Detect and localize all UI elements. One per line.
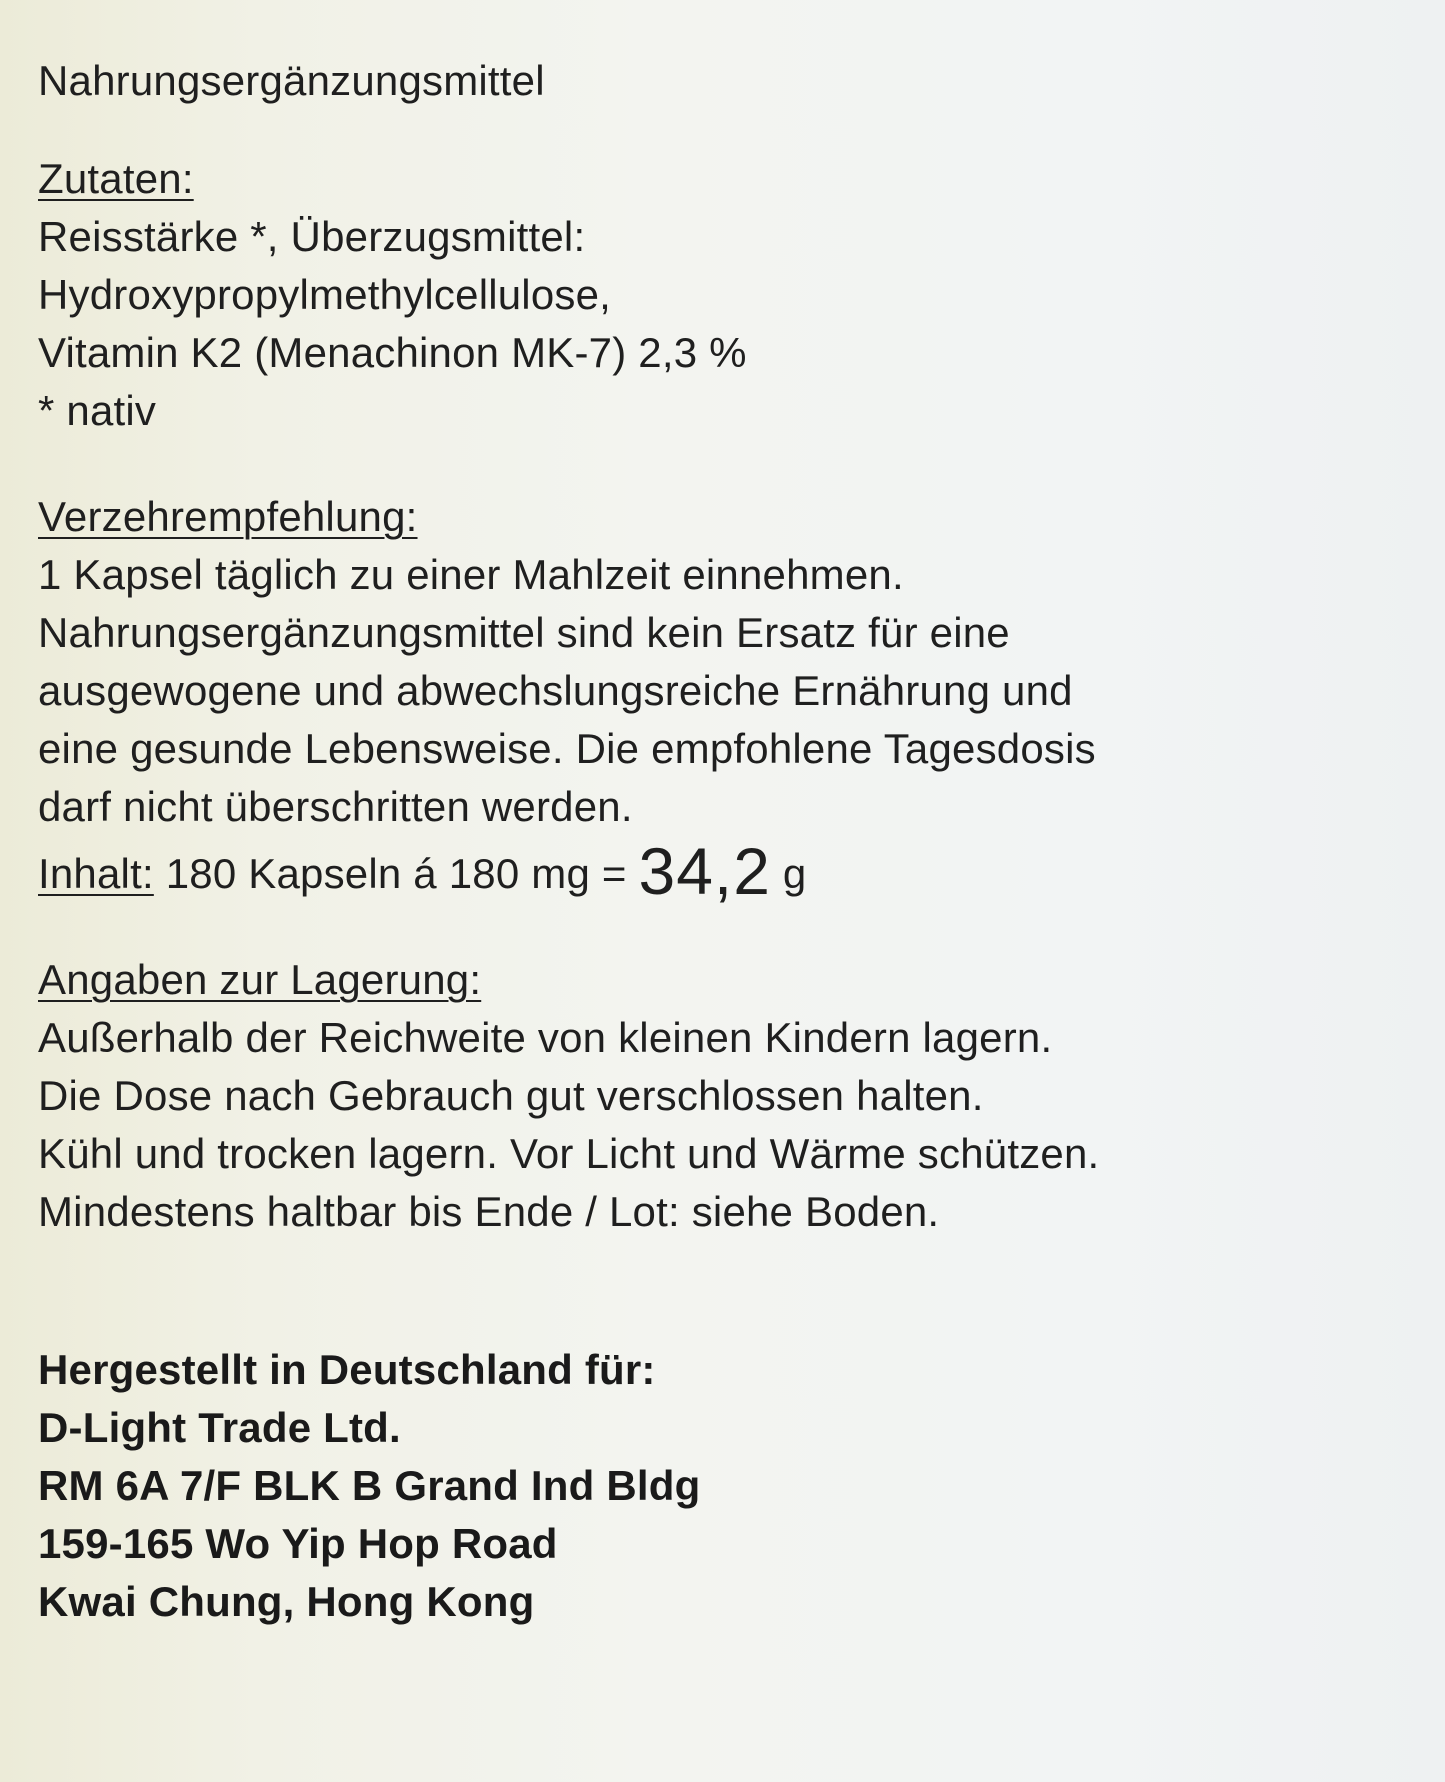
storage-line: Mindestens haltbar bis Ende / Lot: siehe Boden. [38,1188,940,1235]
ingredients-heading: Zutaten: [38,155,194,202]
manufacturer-intro: Hergestellt in Deutschland für: [38,1346,656,1393]
content-heading: Inhalt: [38,850,154,897]
net-weight-value: 34,2 [638,834,771,908]
ingredients-footnote: * nativ [38,387,157,434]
spacer [38,903,1418,951]
ingredients-line: Reisstärke *, Überzugsmittel: [38,213,586,260]
recommendation-line: ausgewogene und abwechslungsreiche Ernährung und [38,667,1073,714]
manufacturer-address-line: 159-165 Wo Yip Hop Road [38,1520,558,1567]
recommendation-line: eine gesunde Lebensweise. Die empfohlene Tagesdosis [38,725,1096,772]
storage-line: Kühl und trocken lagern. Vor Licht und Wärme schützen. [38,1130,1100,1177]
manufacturer-address-line: Kwai Chung, Hong Kong [38,1578,535,1625]
content-text: 180 Kapseln á 180 mg = [165,850,627,897]
content-row [38,834,1418,908]
storage-line: Außerhalb der Reichweite von kleinen Kindern lagern. [38,1014,1053,1061]
recommendation-heading: Verzehrempfehlung: [38,493,418,540]
product-type: Nahrungsergänzungsmittel [38,57,545,104]
spacer [38,110,1418,150]
spacer [38,1241,1418,1341]
manufacturer-section [38,1341,1418,1631]
spacer [38,440,1418,488]
recommendation-line: darf nicht überschritten werden. [38,783,633,830]
storage-heading: Angaben zur Lagerung: [38,956,482,1003]
recommendation-line: 1 Kapsel täglich zu einer Mahlzeit einnehmen. [38,551,904,598]
ingredients-line: Hydroxypropylmethylcellulose, [38,271,612,318]
ingredients-line: Vitamin K2 (Menachinon MK-7) 2,3 % [38,329,747,376]
product-label [38,52,1418,1631]
storage-line: Die Dose nach Gebrauch gut verschlossen halten. [38,1072,984,1119]
ingredients-section [38,150,1418,440]
net-weight-unit: g [782,850,807,897]
recommendation-section [38,488,1418,836]
recommendation-line: Nahrungsergänzungsmittel sind kein Ersatz für eine [38,609,1010,656]
storage-section [38,951,1418,1241]
manufacturer-company: D-Light Trade Ltd. [38,1404,401,1451]
manufacturer-address-line: RM 6A 7/F BLK B Grand Ind Bldg [38,1462,701,1509]
